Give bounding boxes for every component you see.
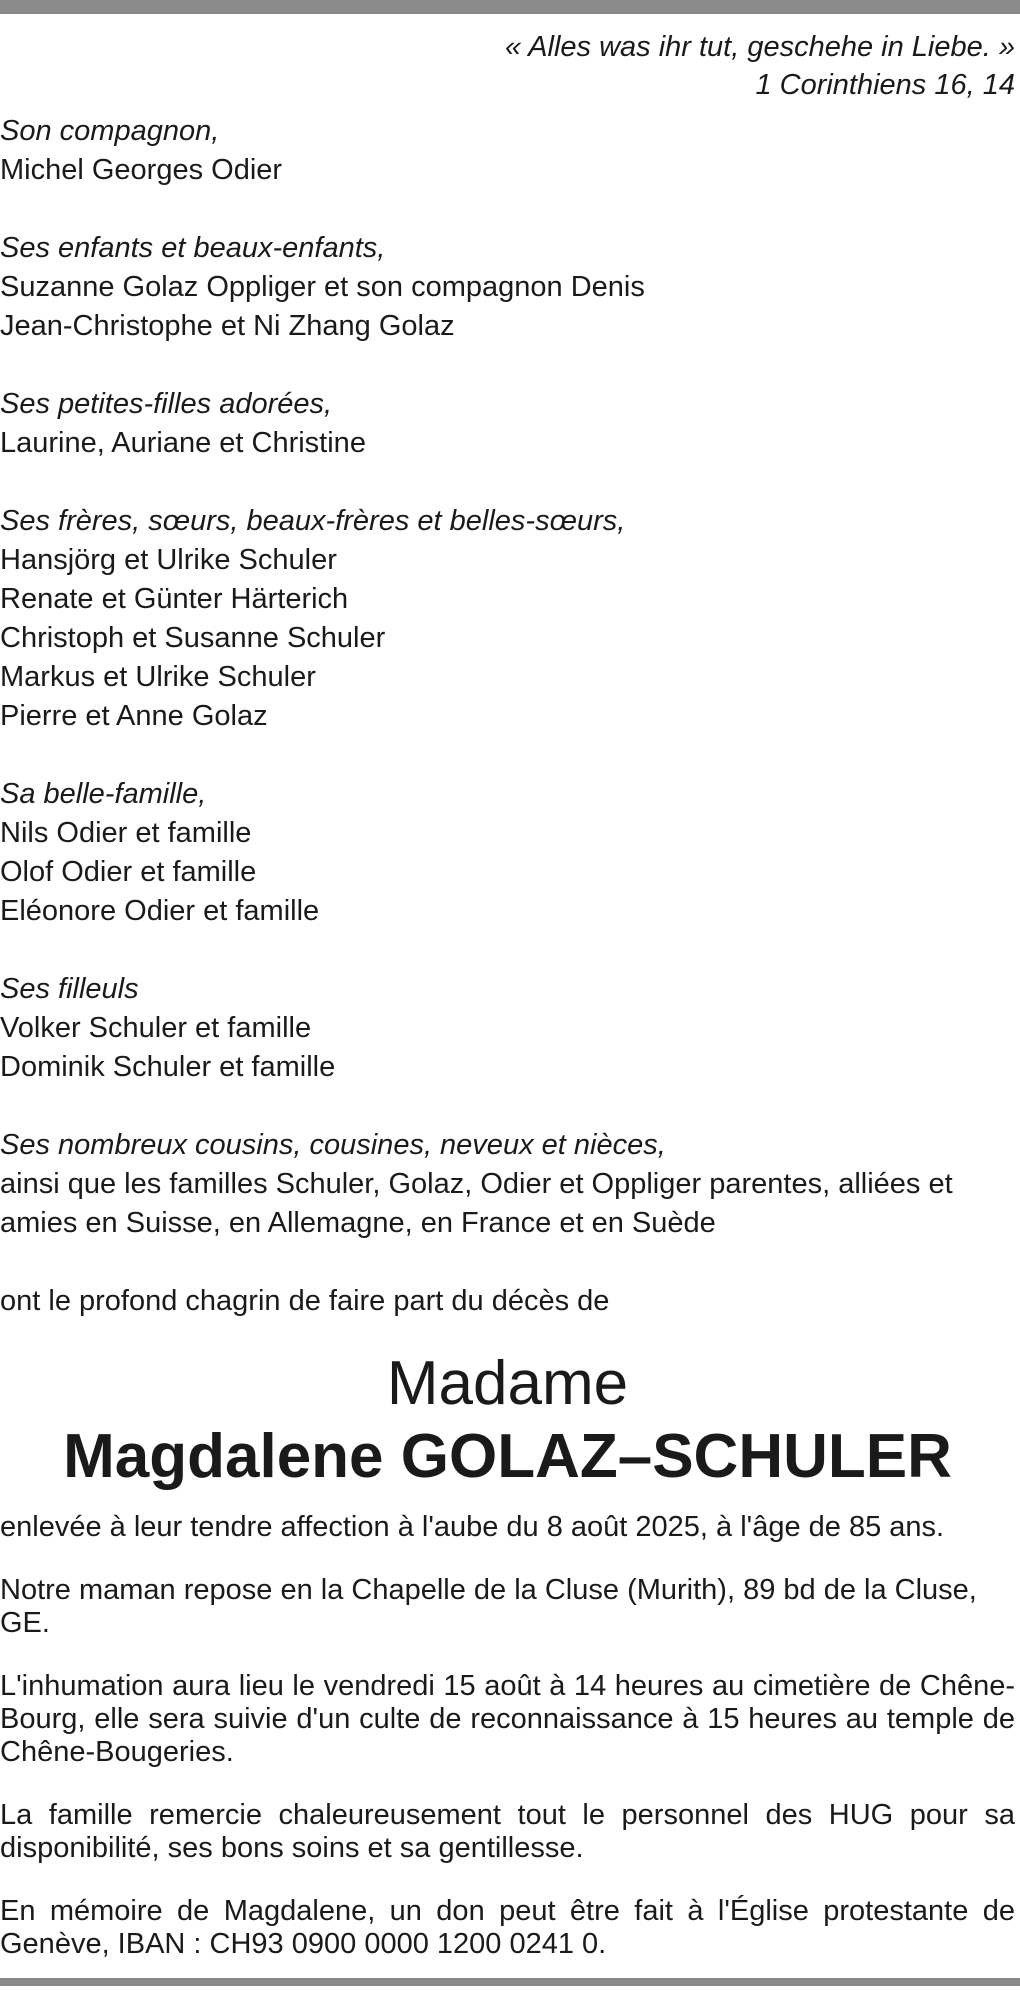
thanks-paragraph: La famille remercie chaleureusement tout le personnel des HUG pour sa disponibilité, ses bons soins et sa gentillesse. (0, 1799, 1015, 1864)
group-heading: Ses filleuls (0, 973, 139, 1005)
family-member: Renate et Günter Härterich (0, 583, 349, 615)
family-member: amies en Suisse, en Allemagne, en France et en Suède (0, 1207, 716, 1239)
family-member: Pierre et Anne Golaz (0, 700, 268, 732)
donation-paragraph: En mémoire de Magdalene, un don peut être fait à l'Église protestante de Genève, IBAN : CH93 0900 0000 1200 0241 0. (0, 1895, 1015, 1960)
family-group (0, 229, 1015, 346)
family-member: Michel Georges Odier (0, 154, 283, 186)
group-heading: Ses enfants et beaux-enfants, (0, 232, 386, 264)
bottom-border (0, 1978, 1020, 1986)
deceased-name: Magdalene GOLAZ–SCHULER (63, 1422, 952, 1491)
family-group (0, 1126, 1015, 1243)
family-member: Suzanne Golaz Oppliger et son compagnon Denis (0, 271, 645, 303)
family-member: Nils Odier et famille (0, 817, 252, 849)
quote-text: « Alles was ihr tut, geschehe in Liebe. » (505, 31, 1015, 63)
group-heading: Sa belle-famille, (0, 778, 207, 810)
family-group (0, 502, 1015, 736)
intro-text: ont le profond chagrin de faire part du décès de (0, 1285, 610, 1317)
family-member: Markus et Ulrike Schuler (0, 661, 316, 693)
bible-quote (0, 28, 1015, 104)
family-member: Christoph et Susanne Schuler (0, 622, 386, 654)
deceased-name-block (0, 1347, 1015, 1493)
family-member: Eléonore Odier et famille (0, 895, 320, 927)
family-group (0, 970, 1015, 1087)
family-member: ainsi que les familles Schuler, Golaz, Odier et Oppliger parentes, alliées et (0, 1168, 953, 1200)
group-heading: Ses frères, sœurs, beaux-frères et belles-sœurs, (0, 505, 626, 537)
obituary-notice (0, 28, 1015, 1991)
top-border (0, 0, 1020, 14)
group-heading: Ses petites-filles adorées, (0, 388, 333, 420)
family-member: Laurine, Auriane et Christine (0, 427, 366, 459)
family-member: Dominik Schuler et famille (0, 1051, 336, 1083)
family-member: Jean-Christophe et Ni Zhang Golaz (0, 310, 455, 342)
family-group (0, 775, 1015, 931)
group-heading: Ses nombreux cousins, cousines, neveux et nièces, (0, 1129, 666, 1161)
family-group (0, 385, 1015, 463)
group-heading: Son compagnon, (0, 115, 220, 147)
family-group (0, 112, 1015, 190)
family-member: Volker Schuler et famille (0, 1012, 312, 1044)
family-member: Hansjörg et Ulrike Schuler (0, 544, 337, 576)
burial-paragraph: L'inhumation aura lieu le vendredi 15 août à 14 heures au cimetière de Chêne-Bourg, elle sera suivie d'un culte de reconnaissance à 15 heures au temple de Chêne-Bougeries. (0, 1670, 1015, 1768)
family-member: Olof Odier et famille (0, 856, 257, 888)
death-paragraph: enlevée à leur tendre affection à l'aube du 8 août 2025, à l'âge de 85 ans. (0, 1511, 945, 1543)
rest-paragraph: Notre maman repose en la Chapelle de la Cluse (Murith), 89 bd de la Cluse, GE. (0, 1574, 977, 1639)
quote-reference: 1 Corinthiens 16, 14 (755, 69, 1015, 101)
deceased-title: Madame (386, 1349, 629, 1418)
